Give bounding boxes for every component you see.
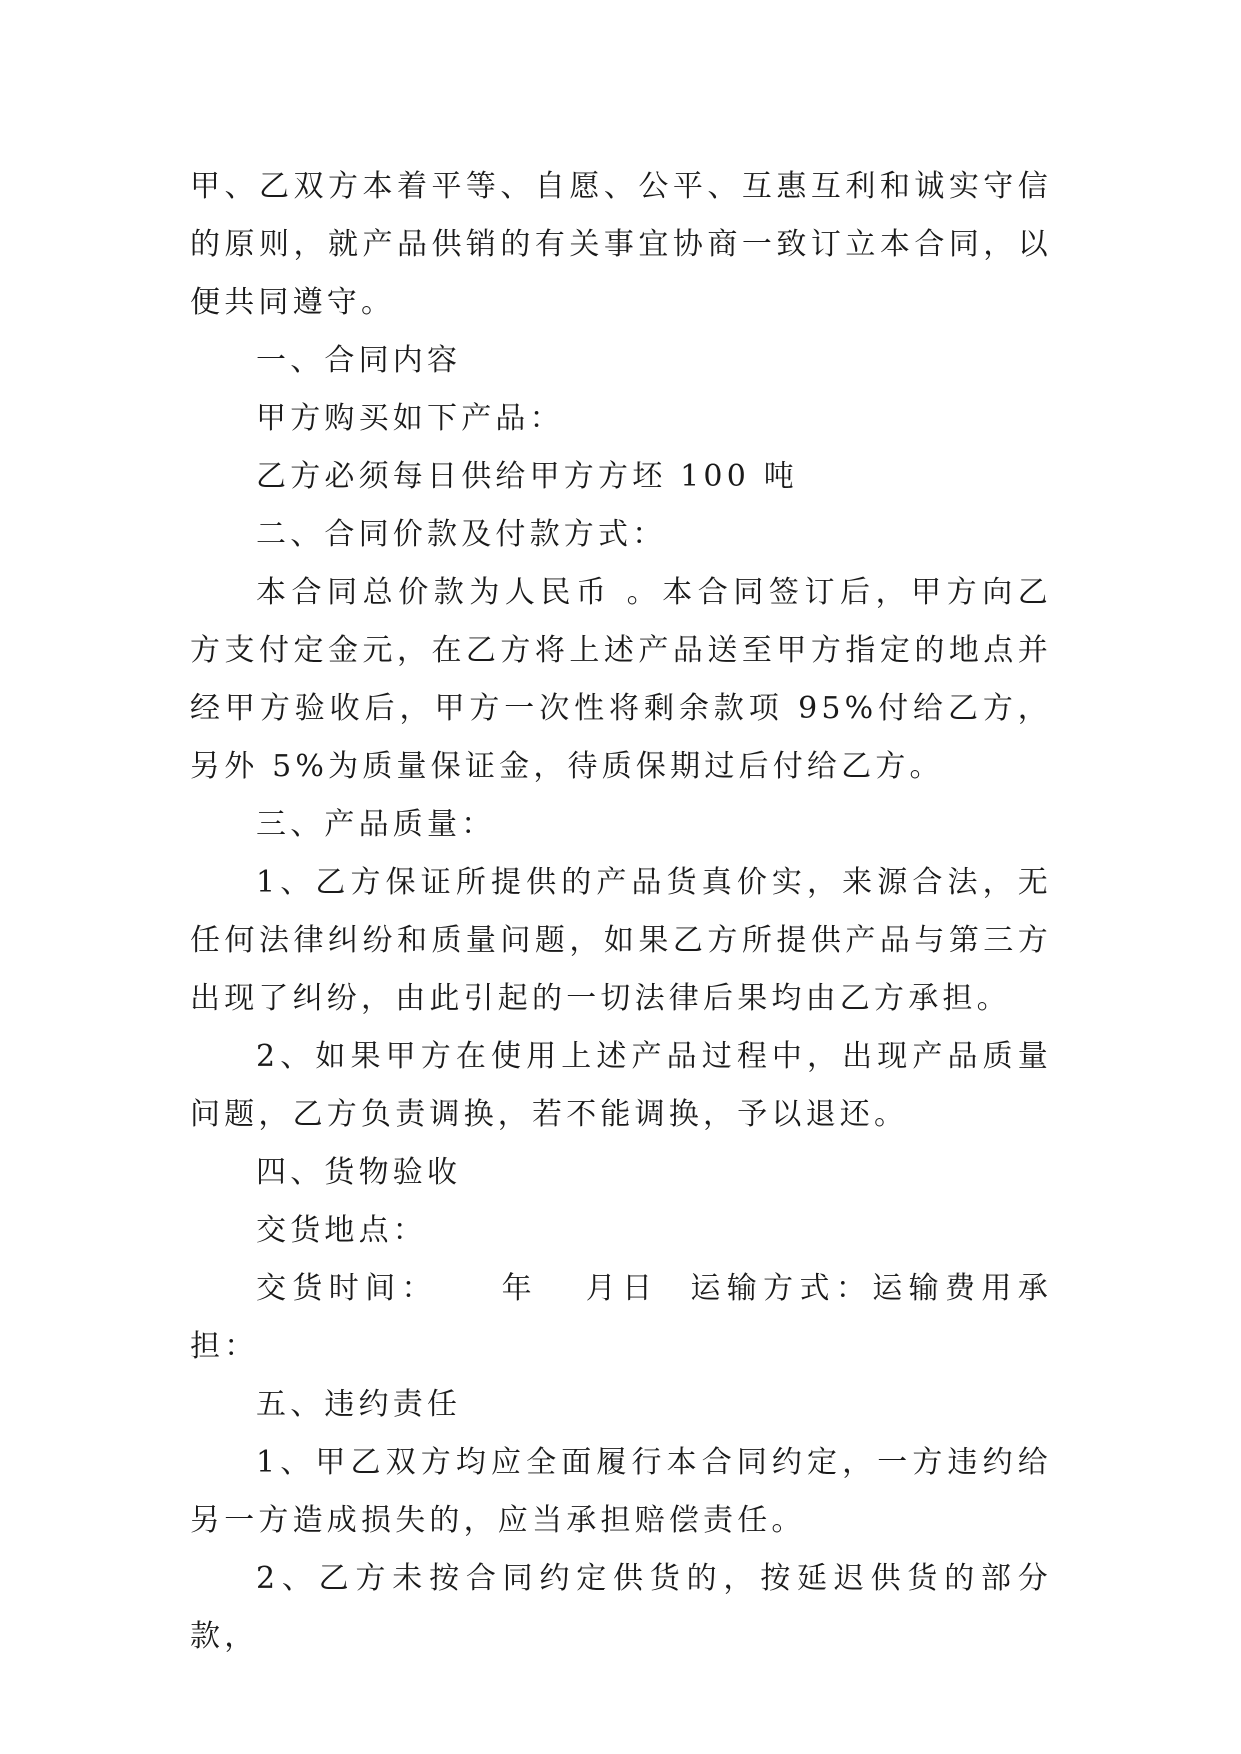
paragraph-breach-clause-1: 1、甲乙双方均应全面履行本合同约定，一方违约给另一方造成损失的，应当承担赔偿责任。	[190, 1445, 1052, 1538]
paragraph-quality-clause-1: 1、乙方保证所提供的产品货真价实，来源合法，无任何法律纠纷和质量问题，如果乙方所提供产品与第三方出现了纠纷，由此引起的一切法律后果均由乙方承担。	[190, 865, 1052, 1016]
paragraph-total-price: 本合同总价款为人民币 。本合同签订后，甲方向乙方支付定金元，在乙方将上述产品送至甲方指定的地点并经甲方验收后，甲方一次性将剩余款项 95%付给乙方，另外 5%为质量保证金，待质保期过后付给乙方。	[190, 575, 1052, 784]
paragraph-delivery-location: 交货地点：	[256, 1213, 427, 1248]
section-heading-breach-liability: 五、违约责任	[256, 1387, 462, 1422]
section-heading-price-payment: 二、合同价款及付款方式：	[256, 517, 667, 552]
section-heading-product-quality: 三、产品质量：	[256, 807, 496, 842]
paragraph-purchase-products: 甲方购买如下产品：	[256, 401, 564, 436]
section-heading-contract-content: 一、合同内容	[256, 343, 462, 378]
paragraph-quality-clause-2: 2、如果甲方在使用上述产品过程中，出现产品质量问题，乙方负责调换，若不能调换，予以退还。	[190, 1039, 1052, 1132]
paragraph-breach-clause-2: 2、乙方未按合同约定供货的，按延迟供货的部分款，	[190, 1561, 1052, 1654]
contract-body	[190, 158, 1052, 1666]
paragraph-delivery-time: 交货时间： 年 月日 运输方式：运输费用承担：	[190, 1271, 1052, 1364]
paragraph-daily-supply: 乙方必须每日供给甲方方坯 100 吨	[256, 459, 798, 494]
section-heading-goods-acceptance: 四、货物验收	[256, 1155, 462, 1190]
paragraph-preamble: 甲、乙双方本着平等、自愿、公平、互惠互利和诚实守信的原则，就产品供销的有关事宜协商一致订立本合同，以便共同遵守。	[190, 169, 1052, 320]
